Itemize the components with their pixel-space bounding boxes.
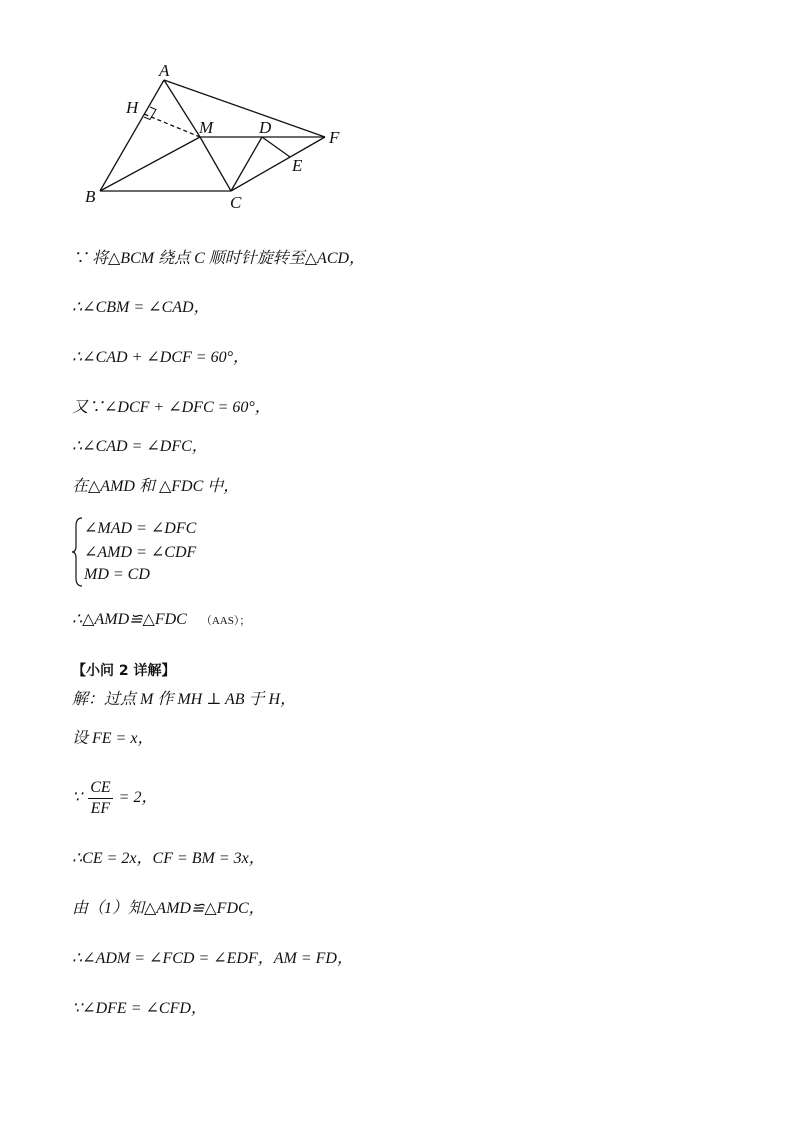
segment-am [164, 80, 200, 137]
left-brace [72, 516, 84, 588]
segment-cf [231, 137, 325, 191]
label-c: C [230, 193, 242, 212]
solution-line-4: ∴CE = 2x，CF = BM = 3x， [72, 850, 265, 867]
label-a: A [159, 61, 170, 80]
condition-2: ∠AMD = ∠CDF [84, 544, 197, 561]
proof-line-1: ∵ 将△BCM 绕点 C 顺时针旋转至△ACD， [72, 250, 366, 267]
ratio-value: = 2， [118, 789, 158, 807]
segment-de [262, 137, 290, 157]
label-d: D [259, 118, 272, 137]
solution-line-2: 设 FE = x， [72, 730, 154, 747]
segment-mh-dashed [144, 114, 200, 137]
congruence-conclusion: ∴△AMD≌△FDC [72, 611, 187, 628]
condition-3: MD = CD [84, 566, 150, 583]
reason-aas: （AAS）； [200, 615, 251, 627]
proof-line-5: ∴∠CAD = ∠DFC， [72, 438, 208, 455]
segment-af [164, 80, 325, 137]
solution-line-6: ∴∠ADM = ∠FCD = ∠EDF，AM = FD， [72, 950, 353, 967]
ratio-fraction [88, 778, 112, 819]
label-h: H [126, 98, 139, 117]
solution-line-1: 解：过点 M 作 MH ⊥ AB 于 H， [72, 691, 297, 708]
proof-line-7 [72, 609, 250, 632]
segment-cd [231, 137, 262, 191]
label-b: B [85, 187, 96, 206]
condition-1: ∠MAD = ∠DFC [84, 520, 197, 537]
solution-line-5: 由（1）知△AMD≌△FDC， [72, 900, 265, 917]
label-m: M [199, 118, 214, 137]
proof-line-6: 在△AMD 和 △FDC 中， [72, 478, 240, 495]
section-heading: 【小问 2 详解】 [72, 663, 176, 679]
fraction-numerator: CE [88, 778, 112, 799]
segment-mc [200, 137, 231, 191]
proof-line-3: ∴∠CAD + ∠DCF = 60°， [72, 349, 249, 366]
because-symbol: ∵ [72, 789, 83, 807]
proof-line-2: ∴∠CBM = ∠CAD， [72, 299, 210, 316]
label-f: F [329, 128, 340, 147]
fraction-denominator: EF [90, 800, 111, 817]
proof-line-4: 又∵∠DCF + ∠DFC = 60°， [72, 399, 271, 416]
geometry-figure [78, 58, 368, 218]
label-e: E [292, 156, 303, 175]
solution-line-7: ∵∠DFE = ∠CFD， [72, 1000, 207, 1017]
solution-line-3 [72, 778, 157, 819]
